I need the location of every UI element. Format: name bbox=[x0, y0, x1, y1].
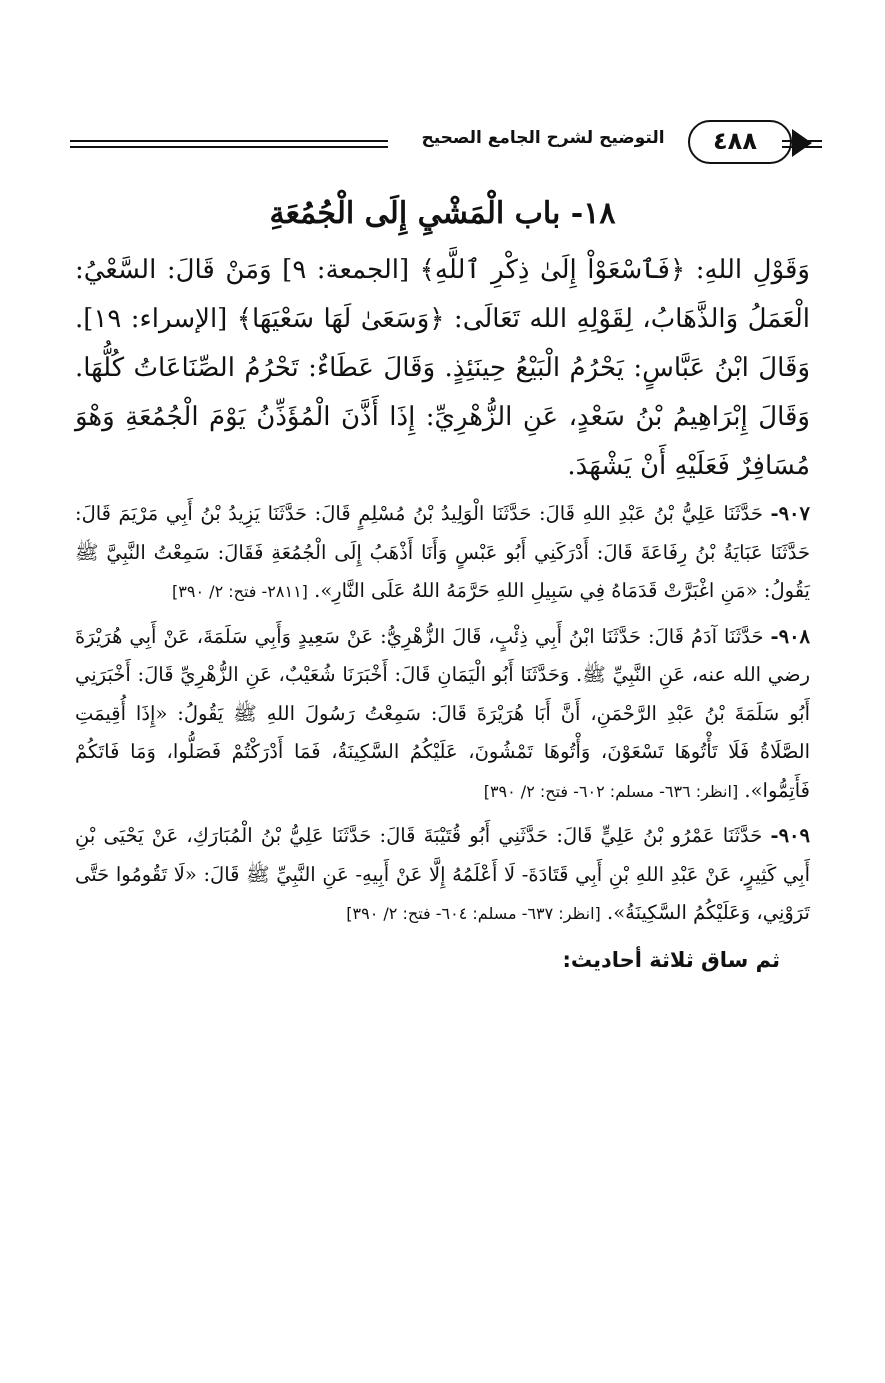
header-rule-right bbox=[782, 140, 822, 148]
hadith-reference: [انظر: ٦٣٦- مسلم: ٦٠٢- فتح: ٢/ ٣٩٠] bbox=[483, 781, 739, 801]
hadith-number: ٩٠٩- bbox=[770, 824, 810, 847]
hadith-907 bbox=[75, 495, 810, 612]
hadith-number: ٩٠٨- bbox=[770, 624, 811, 648]
header-rule-left bbox=[70, 140, 388, 148]
hadith-text: حَدَّثَنَا عَلِيُّ بْنُ عَبْدِ اللهِ قَالَ: حَدَّثَنَا الْوَلِيدُ بْنُ مُسْلِمٍ قَالَ: حَدَّثَنَا يَزِيدُ بْنُ أَبِي مَرْيَمَ قَالَ: حَدَّثَنَا عَبَايَةُ بْنُ رِفَاعَةَ قَالَ: أَدْرَكَنِي أَبُو عَبْسٍ وَأَنَا أَذْهَبُ إِلَى الْجُمُعَةِ فَقَالَ: سَمِعْتُ النَّبِيَّ ﷺ يَقُولُ: «مَنِ اغْبَرَّتْ قَدَمَاهُ فِي سَبِيلِ اللهِ حَرَّمَهُ اللهُ عَلَى النَّارِ». bbox=[75, 502, 810, 602]
page-number-frame bbox=[688, 120, 792, 164]
hadith-text: حَدَّثَنَا آدَمُ قَالَ: حَدَّثَنَا ابْنُ أَبِي ذِئْبٍ، قَالَ الزُّهْرِيُّ: عَنْ سَعِيدٍ وَأَبِي سَلَمَةَ، عَنْ أَبِي هُرَيْرَةَ رضي الله عنه، عَنِ النَّبِيِّ ﷺ. وَحَدَّثَنَا أَبُو الْيَمَانِ قَالَ: أَخْبَرَنَا شُعَيْبٌ، عَنِ الزُّهْرِيِّ قَالَ: أَخْبَرَنِي أَبُو سَلَمَةَ بْنُ عَبْدِ الرَّحْمَنِ، أَنَّ أَبَا هُرَيْرَةَ قَالَ: سَمِعْتُ رَسُولَ اللهِ ﷺ يَقُولُ: «إِذَا أُقِيمَتِ الصَّلَاةُ فَلَا تَأْتُوهَا تَسْعَوْنَ، وَأْتُوهَا تَمْشُونَ، عَلَيْكُمُ السَّكِينَةُ، فَمَا أَدْرَكْتُمْ فَصَلُّوا، وَمَا فَاتَكُمْ فَأَتِمُّوا». bbox=[75, 624, 810, 802]
hadith-number: ٩٠٧- bbox=[770, 502, 810, 525]
chapter-title: ١٨- باب الْمَشْيِ إِلَى الْجُمُعَةِ bbox=[269, 196, 616, 231]
page-content bbox=[75, 192, 810, 1001]
hadith-909 bbox=[75, 817, 810, 934]
running-header bbox=[70, 118, 822, 170]
page-number: ٤٨٨ bbox=[713, 127, 757, 155]
hadith-reference: [انظر: ٦٣٧- مسلم: ٦٠٤- فتح: ٢/ ٣٩٠] bbox=[346, 904, 601, 923]
hadith-reference: [٢٨١١- فتح: ٢/ ٣٩٠] bbox=[172, 582, 308, 601]
chapter-intro: وَقَوْلِ اللهِ: ﴿فَٱسْعَوْاْ إِلَىٰ ذِكْرِ ٱللَّهِ﴾ [الجمعة: ٩] وَمَنْ قَالَ: السَّعْيُ: الْعَمَلُ وَالذَّهَابُ، لِقَوْلِهِ الله تَعَالَى: ﴿وَسَعَىٰ لَهَا سَعْيَهَا﴾ [الإسراء: ١٩]. وَقَالَ ابْنُ عَبَّاسٍ: يَحْرُمُ الْبَيْعُ حِينَئِذٍ. وَقَالَ عَطَاءٌ: تَحْرُمُ الصِّنَاعَاتُ كُلُّهَا. وَقَالَ إِبْرَاهِيمُ بْنُ سَعْدٍ، عَنِ الزُّهْرِيِّ: إِذَا أَذَّنَ الْمُؤَذِّنُ يَوْمَ الْجُمُعَةِ وَهْوَ مُسَافِرٌ فَعَلَيْهِ أَنْ يَشْهَدَ. bbox=[75, 255, 810, 481]
hadith-text: حَدَّثَنَا عَمْرُو بْنُ عَلِيٍّ قَالَ: حَدَّثَنِي أَبُو قُتَيْبَةَ قَالَ: حَدَّثَنَا عَلِيُّ بْنُ الْمُبَارَكِ، عَنْ يَحْيَى بْنِ أَبِي كَثِيرٍ، عَنْ عَبْدِ اللهِ بْنِ أَبِي قَتَادَةَ- لَا أَعْلَمُهُ إِلَّا عَنْ أَبِيهِ- عَنِ النَّبِيِّ ﷺ قَالَ: «لَا تَقُومُوا حَتَّى تَرَوْنِي، وَعَلَيْكُمُ السَّكِينَةُ». bbox=[75, 824, 810, 924]
closing-line: ثم ساق ثلاثة أحاديث: bbox=[562, 947, 780, 972]
hadith-908 bbox=[75, 618, 810, 812]
running-title: التوضيح لشرح الجامع الصحيح bbox=[421, 128, 665, 148]
